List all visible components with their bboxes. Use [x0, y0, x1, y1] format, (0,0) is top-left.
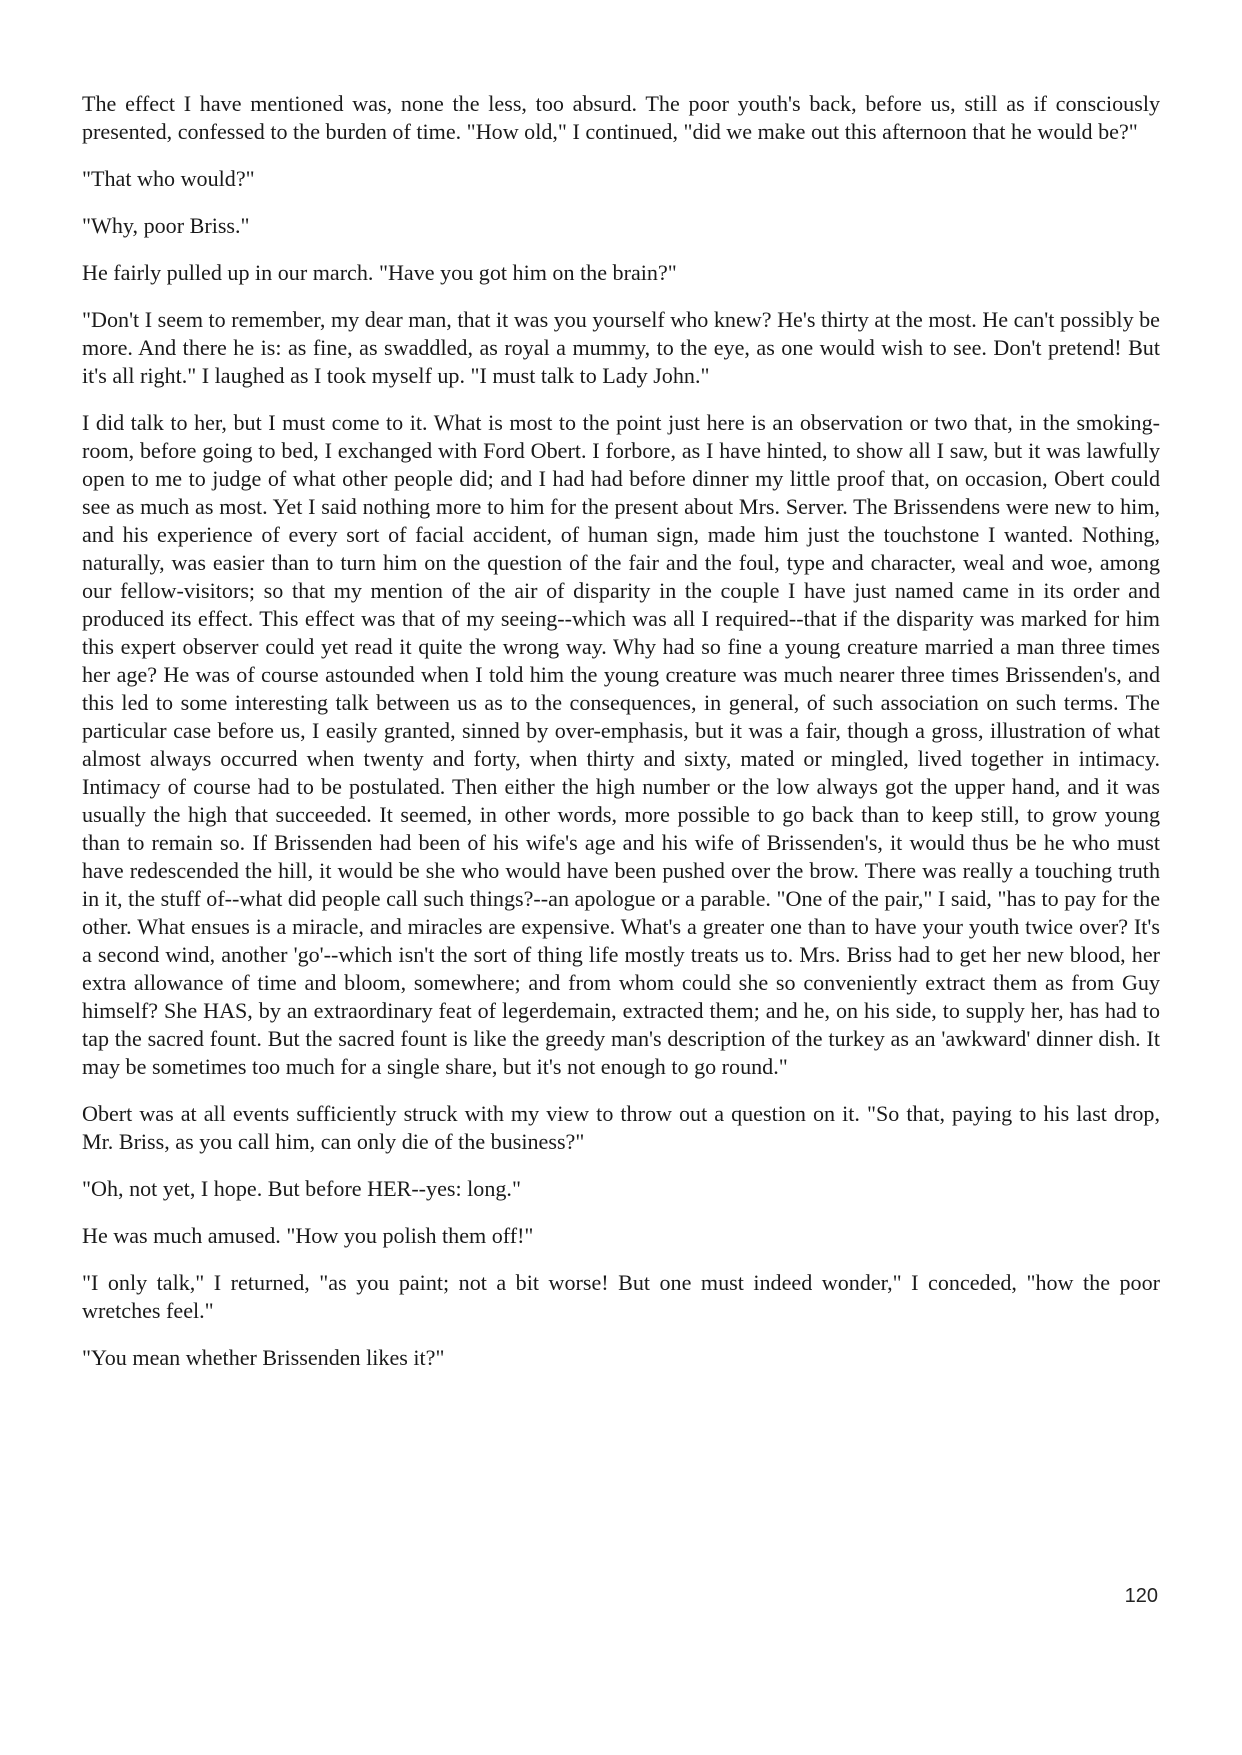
paragraph: "That who would?": [82, 166, 255, 191]
paragraph: "I only talk," I returned, "as you paint; not a bit worse! But one must indeed wonder," I conceded, "how the poor wretches feel.": [82, 1270, 1160, 1323]
paragraph: He fairly pulled up in our march. "Have you got him on the brain?": [82, 260, 677, 285]
paragraph: "Why, poor Briss.": [82, 213, 250, 238]
paragraph: The effect I have mentioned was, none the less, too absurd. The poor youth's back, before us, still as if consciously presented, confessed to the burden of time. "How old," I continued, "did we make out this afternoon that he would be?": [82, 91, 1160, 144]
page-body: [82, 90, 1160, 1391]
paragraph: I did talk to her, but I must come to it. What is most to the point just here is an observation or two that, in the smoking-room, before going to bed, I exchanged with Ford Obert. I forbore, as I have hinted, to show all I saw, but it was lawfully open to me to judge of what other people did; and I had had before dinner my little proof that, on occasion, Obert could see as much as most. Yet I said nothing more to him for the present about Mrs. Server. The Brissendens were new to him, and his experience of every sort of facial accident, of human sign, made him just the touchstone I wanted. Nothing, naturally, was easier than to turn him on the question of the fair and the foul, type and character, weal and woe, among our fellow-visitors; so that my mention of the air of disparity in the couple I have just named came in its order and produced its effect. This effect was that of my seeing--which was all I required--that if the disparity was marked for him this expert observer could yet read it quite the wrong way. Why had so fine a young creature married a man three times her age? He was of course astounded when I told him the young creature was much nearer three times Brissenden's, and this led to some interesting talk between us as to the consequences, in general, of such association on such terms. The particular case before us, I easily granted, sinned by over-emphasis, but it was a fair, though a gross, illustration of what almost always occurred when twenty and forty, when thirty and sixty, mated or mingled, lived together in intimacy. Intimacy of course had to be postulated. Then either the high number or the low always got the upper hand, and it was usually the high that succeeded. It seemed, in other words, more possible to go back than to keep still, to grow young than to remain so. If Brissenden had been of his wife's age and his wife of Brissenden's, it would thus be he who must have redescended the hill, it would be she who would have been pushed over the brow. There was really a touching truth in it, the stuff of--what did people call such things?--an apologue or a parable. "One of the pair," I said, "has to pay for the other. What ensues is a miracle, and miracles are expensive. What's a greater one than to have your youth twice over? It's a second wind, another 'go'--which isn't the sort of thing life mostly treats us to. Mrs. Briss had to get her new blood, her extra allowance of time and bloom, somewhere; and from whom could she so conveniently extract them as from Guy himself? She HAS, by an extraordinary feat of legerdemain, extracted them; and he, on his side, to supply her, has had to tap the sacred fount. But the sacred fount is like the greedy man's description of the turkey as an 'awkward' dinner dish. It may be sometimes too much for a single share, but it's not enough to go round.": [82, 410, 1160, 1079]
paragraph: "Don't I seem to remember, my dear man, that it was you yourself who knew? He's thirty at the most. He can't possibly be more. And there he is: as fine, as swaddled, as royal a mummy, to the eye, as one would wish to see. Don't pretend! But it's all right." I laughed as I took myself up. "I must talk to Lady John.": [82, 307, 1160, 388]
page-number: 120: [1124, 1585, 1158, 1607]
paragraph: He was much amused. "How you polish them off!": [82, 1223, 534, 1248]
paragraph: "You mean whether Brissenden likes it?": [82, 1345, 445, 1370]
paragraph: "Oh, not yet, I hope. But before HER--yes: long.": [82, 1176, 521, 1201]
paragraph: Obert was at all events sufficiently struck with my view to throw out a question on it. "So that, paying to his last drop, Mr. Briss, as you call him, can only die of the business?": [82, 1101, 1160, 1154]
